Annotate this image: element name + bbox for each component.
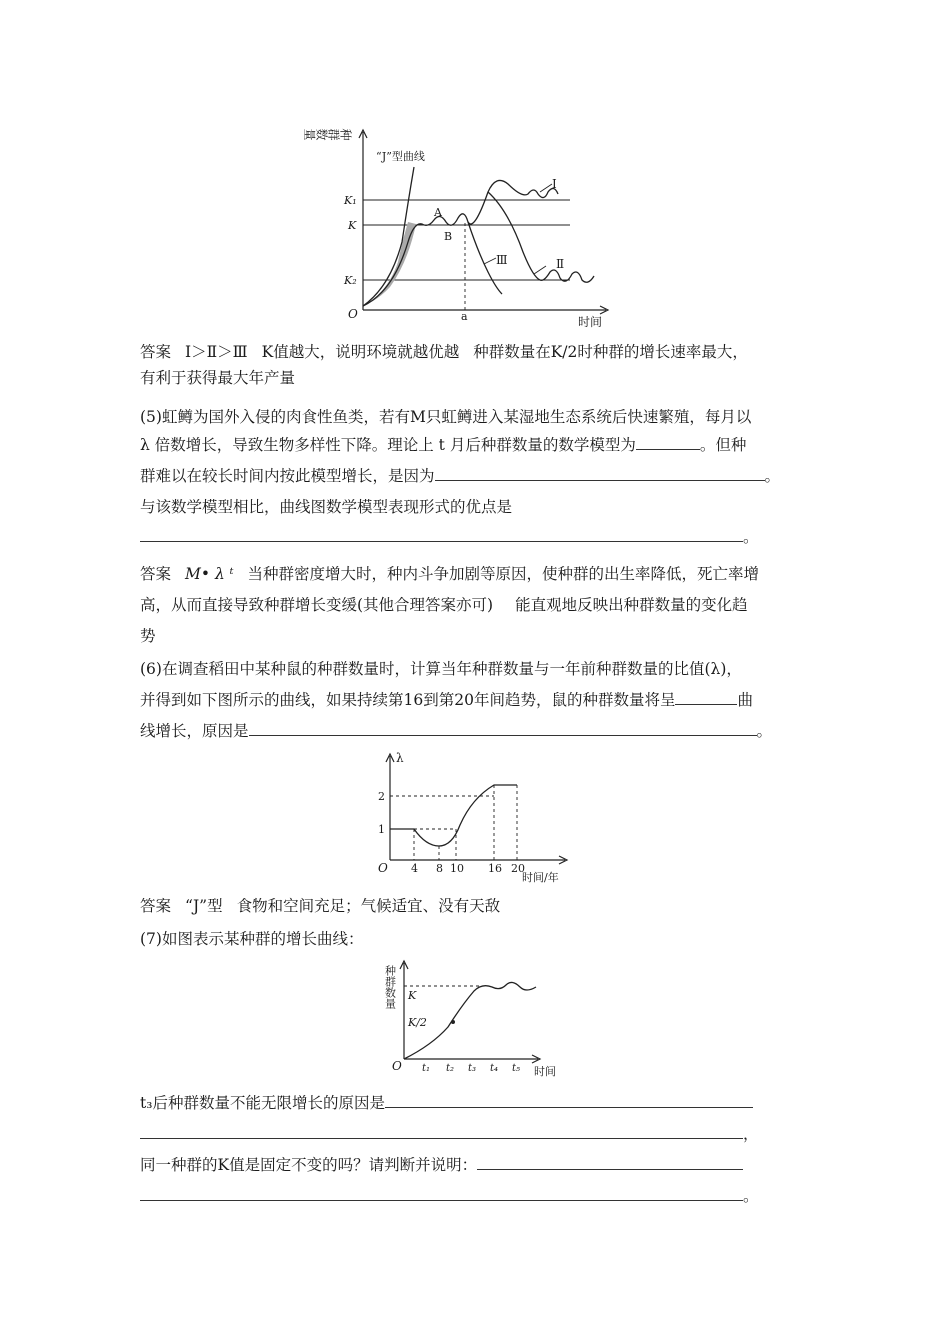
fig2-ylabel: λ bbox=[396, 751, 404, 765]
fig1-curve-1: Ⅰ bbox=[552, 177, 557, 191]
q5-answer-line1 bbox=[140, 564, 759, 584]
q6-line3: 线增长，原因是 。 bbox=[140, 722, 773, 740]
fig1-k2-label: K₂ bbox=[344, 274, 357, 287]
q6-answer-label: 答案 bbox=[140, 897, 172, 915]
fig3-k-half-label: K/2 bbox=[408, 1016, 427, 1029]
q5-answer-5: 势 bbox=[140, 627, 156, 645]
q4-answer-4: 有利于获得最大年产量 bbox=[140, 369, 296, 387]
fig3-xtick-t4: t₄ bbox=[490, 1063, 499, 1074]
fig3-k-label: K bbox=[408, 989, 417, 1002]
q5-line1: (5)虹鳟为国外入侵的肉食性鱼类，若有M只虹鳟进入某湿地生态系统后快速繁殖，每月以 bbox=[140, 408, 752, 426]
q5-blank-reason[interactable] bbox=[435, 466, 765, 481]
q7-blank-k-2[interactable] bbox=[140, 1186, 743, 1201]
fig1-x-a: a bbox=[461, 310, 468, 323]
fig3-xtick-t5: t₅ bbox=[512, 1063, 521, 1074]
fig2-ytick-2: 2 bbox=[378, 790, 385, 803]
q5-line5: 。 bbox=[140, 527, 759, 547]
q5-answer-label: 答案 bbox=[140, 565, 172, 583]
fig2-ytick-1: 1 bbox=[378, 823, 385, 836]
q7-blank-reason-1[interactable] bbox=[385, 1093, 753, 1108]
fig1-xlabel: 时间 bbox=[578, 315, 603, 329]
fig1-origin: O bbox=[348, 307, 358, 321]
fig3-xlabel: 时间 bbox=[534, 1065, 556, 1078]
fig2-xtick-4: 4 bbox=[411, 862, 418, 875]
q6-answer-1: “J”型 bbox=[185, 897, 223, 915]
q5-blank-model[interactable] bbox=[636, 435, 700, 450]
fig1-j-label: “J”型曲线 bbox=[376, 150, 425, 163]
fig3-xtick-t2: t₂ bbox=[446, 1063, 455, 1074]
q6-line1: (6)在调查稻田中某种鼠的种群数量时，计算当年种群数量与一年前种群数量的比值(λ)， bbox=[140, 660, 742, 678]
fig2-origin: O bbox=[378, 861, 388, 875]
fig1-point-b: B bbox=[444, 230, 453, 243]
growth-curve-figure bbox=[382, 955, 567, 1080]
q5-answer-1: M• λ ᵗ bbox=[185, 565, 234, 583]
fig1-ylabel: 种群数量 bbox=[304, 127, 352, 141]
q7-line3: ， bbox=[140, 1124, 759, 1144]
fig2-xlabel: 时间/年 bbox=[522, 871, 559, 884]
fig1-curve-2: Ⅱ bbox=[556, 257, 565, 271]
q5-line2: λ 倍数增长，导致生物多样性下降。理论上 t 月后种群数量的数学模型为 。但种 bbox=[140, 436, 747, 454]
q6-blank-curve[interactable] bbox=[675, 690, 737, 705]
q7-line2: t₃后种群数量不能无限增长的原因是 bbox=[140, 1093, 753, 1113]
q6-blank-reason[interactable] bbox=[249, 721, 757, 736]
q5-blank-advantage[interactable] bbox=[140, 527, 743, 542]
q4-answer-3: 种群数量在K/2时种群的增长速率最大， bbox=[473, 343, 748, 361]
fig1-k-label: K bbox=[348, 219, 357, 232]
fig1-point-a: A bbox=[434, 206, 442, 219]
fig2-xtick-10: 10 bbox=[450, 862, 464, 875]
q7-blank-k-1[interactable] bbox=[477, 1155, 743, 1170]
q7-line1: (7)如图表示某种群的增长曲线： bbox=[140, 930, 364, 948]
q6-line2: 并得到如下图所示的曲线，如果持续第16到第20年间趋势，鼠的种群数量将呈 曲 bbox=[140, 691, 753, 709]
fig3-ylabel: 种群数量 bbox=[383, 965, 397, 1009]
population-curves-figure bbox=[304, 122, 613, 332]
q5-answer-line2 bbox=[140, 595, 748, 615]
lambda-chart-figure bbox=[360, 750, 575, 885]
fig2-xtick-16: 16 bbox=[488, 862, 502, 875]
q5-line4: 与该数学模型相比，曲线图数学模型表现形式的优点是 bbox=[140, 498, 513, 516]
fig3-xtick-t1: t₁ bbox=[422, 1063, 431, 1074]
q4-answer-label: 答案 bbox=[140, 343, 172, 361]
q5-answer-4: 能直观地反映出种群数量的变化趋 bbox=[515, 596, 748, 614]
fig3-xtick-t3: t₃ bbox=[468, 1063, 477, 1074]
fig2-xtick-20: 20 bbox=[511, 862, 525, 875]
q5-answer-2: 当种群密度增大时，种内斗争加剧等原因，使种群的出生率降低，死亡率增 bbox=[247, 565, 760, 583]
q5-line3: 群难以在较长时间内按此模型增长，是因为 。 bbox=[140, 467, 781, 485]
q6-answer-2: 食物和空间充足；气候适宜、没有天敌 bbox=[236, 897, 501, 915]
q4-answer-line1 bbox=[140, 342, 748, 362]
fig3-origin: O bbox=[392, 1059, 402, 1073]
fig1-k1-label: K₁ bbox=[344, 194, 357, 207]
fig3-k-half-point bbox=[451, 1020, 455, 1024]
q4-answer-1: Ⅰ＞Ⅱ＞Ⅲ bbox=[185, 343, 248, 361]
q7-blank-reason-2[interactable] bbox=[140, 1124, 743, 1139]
q7-line4: 同一种群的K值是固定不变的吗？请判断并说明： bbox=[140, 1155, 743, 1175]
q4-answer-2: K值越大，说明环境就越优越 bbox=[261, 343, 460, 361]
q5-answer-3: 高，从而直接导致种群增长变缓(其他合理答案亦可) bbox=[140, 596, 494, 614]
fig2-xtick-8: 8 bbox=[436, 862, 443, 875]
fig1-curve-3: Ⅲ bbox=[496, 253, 508, 267]
q7-line5: 。 bbox=[140, 1186, 759, 1206]
q6-answer-line bbox=[140, 896, 500, 916]
